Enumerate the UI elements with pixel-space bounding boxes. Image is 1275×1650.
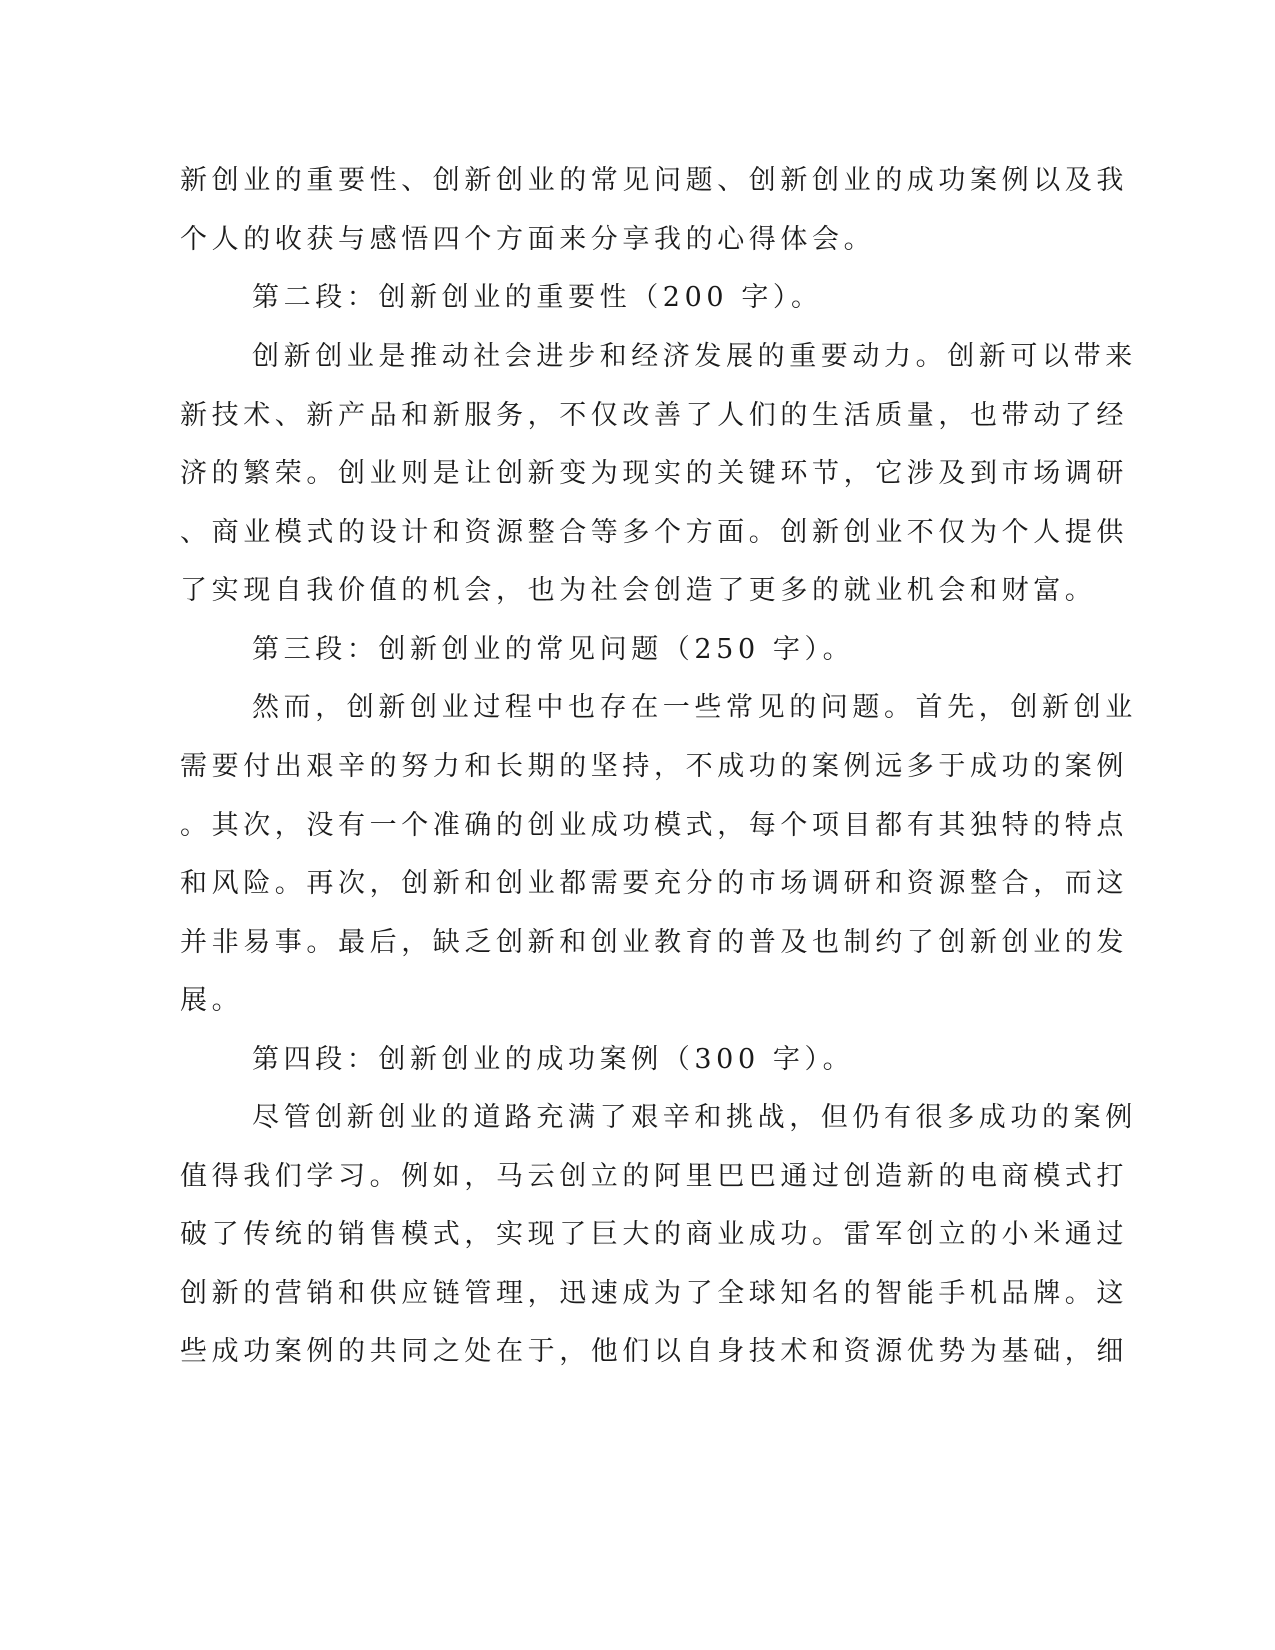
text-line: 并非易事。最后，缺乏创新和创业教育的普及也制约了创新创业的发 — [180, 927, 1128, 958]
section-heading-3: 第三段：创新创业的常见问题（250 字）。 — [252, 634, 855, 665]
text-line: 。其次，没有一个准确的创业成功模式，每个项目都有其独特的特点 — [180, 810, 1128, 841]
text-line: 新创业的重要性、创新创业的常见问题、创新创业的成功案例以及我 — [180, 165, 1128, 196]
paragraph-start: 创新创业是推动社会进步和经济发展的重要动力。创新可以带来 — [252, 341, 1137, 372]
text-line: 破了传统的销售模式，实现了巨大的商业成功。雷军创立的小米通过 — [180, 1219, 1128, 1250]
text-line: 创新的营销和供应链管理，迅速成为了全球知名的智能手机品牌。这 — [180, 1278, 1128, 1309]
text-line: 个人的收获与感悟四个方面来分享我的心得体会。 — [180, 224, 876, 255]
paragraph-start: 然而，创新创业过程中也存在一些常见的问题。首先，创新创业 — [252, 692, 1137, 723]
text-line: 、商业模式的设计和资源整合等多个方面。创新创业不仅为个人提供 — [180, 517, 1128, 548]
section-heading-2: 第二段：创新创业的重要性（200 字）。 — [252, 282, 823, 313]
text-line: 新技术、新产品和新服务，不仅改善了人们的生活质量，也带动了经 — [180, 400, 1128, 431]
text-line: 值得我们学习。例如，马云创立的阿里巴巴通过创造新的电商模式打 — [180, 1161, 1128, 1192]
paragraph-start: 尽管创新创业的道路充满了艰辛和挑战，但仍有很多成功的案例 — [252, 1102, 1137, 1133]
text-line: 济的繁荣。创业则是让创新变为现实的关键环节，它涉及到市场调研 — [180, 458, 1128, 489]
text-line: 和风险。再次，创新和创业都需要充分的市场调研和资源整合，而这 — [180, 868, 1128, 899]
text-line: 需要付出艰辛的努力和长期的坚持，不成功的案例远多于成功的案例 — [180, 751, 1128, 782]
text-line: 了实现自我价值的机会，也为社会创造了更多的就业机会和财富。 — [180, 575, 1097, 606]
text-line: 展。 — [180, 985, 244, 1016]
section-heading-4: 第四段：创新创业的成功案例（300 字）。 — [252, 1044, 855, 1075]
text-line: 些成功案例的共同之处在于，他们以自身技术和资源优势为基础，细 — [180, 1336, 1128, 1367]
